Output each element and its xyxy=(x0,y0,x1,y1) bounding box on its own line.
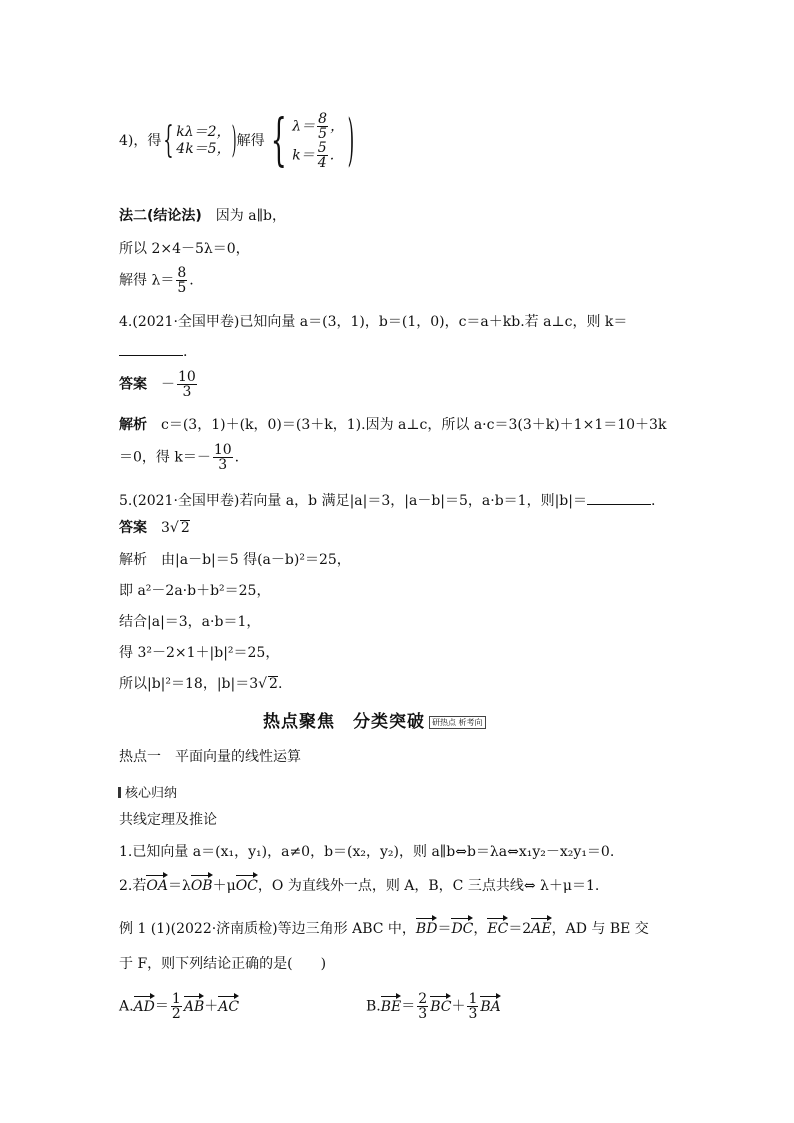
solution-5-line-2: 即 a²－2a·b＋b²＝25， xyxy=(119,583,271,599)
right-paren-2: ) xyxy=(347,108,355,173)
example-1: 例 1 (1)(2022·济南质检)等边三角形 ABC 中，BD＝DC，EC＝2AE，AD 与 BE 交 xyxy=(119,921,649,937)
theorem-item-2: 2.若OA＝λOB＋μOC，O 为直线外一点，则 A，B，C 三点共线⇔ λ＋μ＝1. xyxy=(119,878,600,894)
question-5: 5.(2021·全国甲卷)若向量 a，b 满足|a|＝3，|a－b|＝5，a·b＝1，则|b|＝ . xyxy=(119,493,656,509)
solution-4: 解析 c＝(3，1)＋(k，0)＝(3＋k，1).因为 a⊥c，所以 a·c＝3(3＋k)＋1×1＝10＋3k xyxy=(119,417,667,433)
answer-4: 答案 － $\frac{10}{3}$ xyxy=(119,369,196,400)
question-4: 4.(2021·全国甲卷)已知向量 a＝(3，1)，b＝(1，0)，c＝a＋kb.若 a⊥c，则 k＝ xyxy=(119,314,628,330)
example-1-cont: 于 F，则下列结论正确的是( ) xyxy=(119,956,327,972)
section-tag: 研热点 析考向 xyxy=(429,716,486,729)
answer-5: 答案 3√ 2 xyxy=(119,520,190,536)
equation-system: kλ＝2， 4k＝5， xyxy=(176,124,231,157)
method-label: 法二(结论法) xyxy=(119,208,202,224)
hotspot-heading: 热点一 平面向量的线性运算 xyxy=(119,749,301,765)
solution-4-cont: ＝0，得 k＝－ $\frac{10}{3}$ . xyxy=(119,442,240,473)
solution-system: λ＝ $\frac{8}{5}$ ， k＝ $\frac{5}{4}$ . xyxy=(292,111,345,171)
solution-5-line-4: 得 3²－2×1＋|b|²＝25， xyxy=(119,645,280,661)
solution-5-line-1: 解析 由|a－b|＝5 得(a－b)²＝25， xyxy=(119,552,351,568)
theorem-item-1: 1.已知向量 a＝(x₁，y₁)，a≠0，b＝(x₂，y₂)，则 a∥b⇔b＝λa⇔x₁y₂－x₂y₁＝0. xyxy=(119,844,615,860)
so-line: 所以 2×4－5λ＝0， xyxy=(119,241,250,257)
method-two-line xyxy=(119,207,286,225)
text-prefix: 4)，得 xyxy=(119,133,162,149)
left-brace-2: { xyxy=(270,108,287,173)
fill-blank xyxy=(119,343,183,356)
system-solution-line xyxy=(119,108,358,173)
answer-label: 答案 xyxy=(119,520,147,536)
fill-blank xyxy=(587,492,651,505)
section-title: 热点聚焦 分类突破 研热点 析考向 xyxy=(263,707,486,732)
core-summary-heading: 核心归纳 xyxy=(118,782,177,801)
left-brace: { xyxy=(163,120,174,161)
answer-blank-4: . xyxy=(119,343,187,361)
solution-5-line-5: 所以|b|²＝18，|b|＝3√ 2. xyxy=(119,676,283,692)
option-a: A.AD＝ $\frac{1}{2}$ AB＋AC xyxy=(119,991,240,1022)
theorem-heading: 共线定理及推论 xyxy=(119,812,217,828)
solve-lambda-line: 解得 λ＝ $\frac{8}{5}$ . xyxy=(119,265,194,296)
right-paren: ) xyxy=(231,120,237,161)
answer-label: 答案 xyxy=(119,376,147,393)
solve-label: 解得 xyxy=(236,133,265,149)
method-text: 因为 a∥b， xyxy=(215,208,287,224)
option-b: B.BE＝ $\frac{2}{3}$ BC＋ $\frac{1}{3}$ BA xyxy=(366,991,501,1022)
solution-label: 解析 xyxy=(119,417,147,433)
solution-5-line-3: 结合|a|＝3，a·b＝1， xyxy=(119,614,261,630)
